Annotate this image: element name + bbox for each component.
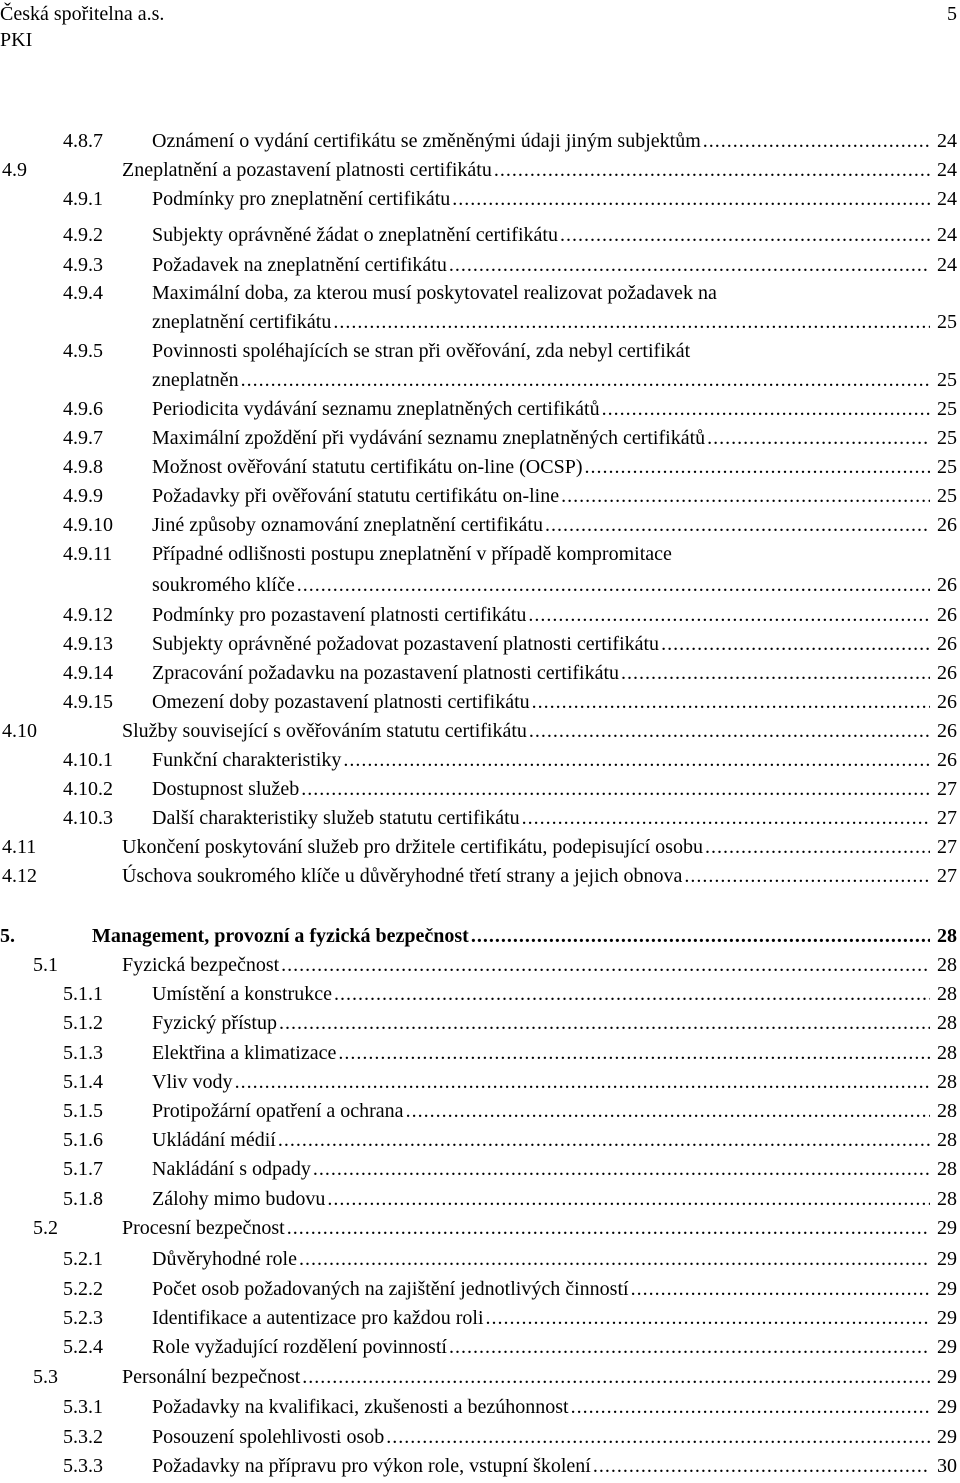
toc-entry-number: 4.10.3 [63, 807, 113, 829]
toc-entry-page: 24 [935, 156, 957, 185]
toc-entry-title: Jiné způsoby oznamování zneplatnění certifikátu . . . [152, 511, 930, 540]
toc-entry-title: Subjekty oprávněné žádat o zneplatnění certifikátu . . . [152, 221, 930, 250]
toc-entry-number: 5.2.2 [63, 1278, 103, 1300]
toc-entry[interactable] [0, 951, 960, 980]
toc-entry[interactable] [0, 1393, 960, 1422]
toc-entry-number: 4.9.8 [63, 456, 103, 478]
company-name: Česká spořitelna a.s. [0, 3, 165, 25]
toc-entry[interactable] [0, 424, 960, 453]
toc-entry-title: Požadavky při ověřování statutu certifikátu on-line . . . [152, 482, 930, 511]
toc-entry-continuation[interactable] [0, 308, 960, 337]
toc-entry-number: 4.9.11 [63, 543, 113, 565]
toc-entry-page: 28 [935, 980, 957, 1009]
toc-entry-title: Role vyžadující rozdělení povinností . . . [152, 1333, 930, 1362]
toc-entry[interactable] [0, 775, 960, 804]
toc-entry[interactable] [0, 746, 960, 775]
toc-entry-number: 4.12 [2, 865, 37, 887]
toc-entry-number: 5.1.4 [63, 1071, 103, 1093]
toc-entry-number: 5.2 [33, 1217, 58, 1239]
toc-entry-number: 5.1.2 [63, 1012, 103, 1034]
toc-entry-number: 4.9.10 [63, 514, 113, 536]
toc-entry-title: Maximální doba, za kterou musí poskytovatel realizovat požadavek na [152, 282, 717, 304]
toc-entry[interactable] [0, 279, 960, 308]
toc-entry-page: 26 [935, 571, 957, 600]
toc-entry-page: 28 [935, 1009, 957, 1038]
toc-entry-number: 4.9.4 [63, 282, 103, 304]
toc-entry-title: Procesní bezpečnost . . . [122, 1214, 930, 1243]
toc-entry-page: 26 [935, 511, 957, 540]
toc-entry-title: Počet osob požadovaných na zajištění jednotlivých činností . . . [152, 1275, 930, 1304]
toc-entry-number: 5.3.3 [63, 1455, 103, 1477]
toc-entry-number: 5. [0, 925, 15, 947]
toc-entry-page: 24 [935, 185, 957, 214]
toc-entry[interactable] [0, 1275, 960, 1304]
toc-entry-page: 28 [935, 1039, 957, 1068]
toc-entry[interactable] [0, 1363, 960, 1392]
toc-entry-continuation[interactable] [0, 366, 960, 395]
toc-entry[interactable] [0, 482, 960, 511]
toc-entry-page: 26 [935, 717, 957, 746]
toc-entry-number: 4.9.7 [63, 427, 103, 449]
toc-entry[interactable] [0, 156, 960, 185]
toc-entry-title: Vliv vody . . . [152, 1068, 930, 1097]
toc-entry-number: 5.1.1 [63, 983, 103, 1005]
toc-entry-title-continued: zneplatněn . . . [152, 366, 930, 395]
toc-entry-title: Úschova soukromého klíče u důvěryhodné třetí strany a jejich obnova . . . [122, 862, 930, 891]
toc-entry-page: 26 [935, 659, 957, 688]
toc-entry-number: 5.1.5 [63, 1100, 103, 1122]
toc-entry-title: Personální bezpečnost . . . [122, 1363, 930, 1392]
toc-entry-page: 27 [935, 804, 957, 833]
toc-entry-title: Požadavky na přípravu pro výkon role, vstupní školení . . . [152, 1452, 930, 1481]
toc-entry[interactable] [0, 221, 960, 250]
toc-entry-number: 4.9.9 [63, 485, 103, 507]
toc-entry[interactable] [0, 540, 960, 569]
toc-entry-number: 5.1 [33, 954, 58, 976]
toc-entry[interactable] [0, 1009, 960, 1038]
toc-chapter-entry[interactable] [0, 922, 960, 951]
toc-entry-title: Povinnosti spoléhajících se stran při ověřování, zda nebyl certifikát [152, 340, 691, 362]
toc-entry-title: Možnost ověřování statutu certifikátu on-line (OCSP) . . . [152, 453, 930, 482]
toc-entry-number: 4.10 [2, 720, 37, 742]
toc-entry[interactable] [0, 1423, 960, 1452]
toc-entry-number: 4.9.3 [63, 254, 103, 276]
toc-entry-page: 28 [935, 922, 957, 951]
toc-entry-number: 5.1.7 [63, 1158, 103, 1180]
toc-entry-page: 27 [935, 862, 957, 891]
toc-entry-page: 29 [935, 1245, 957, 1274]
toc-entry[interactable] [0, 1333, 960, 1362]
toc-entry-continuation[interactable] [0, 571, 960, 600]
toc-entry-page: 28 [935, 1155, 957, 1184]
toc-entry[interactable] [0, 630, 960, 659]
toc-entry-title-continued: zneplatnění certifikátu . . . [152, 308, 930, 337]
toc-entry-page: 29 [935, 1393, 957, 1422]
toc-entry[interactable] [0, 980, 960, 1009]
toc-entry[interactable] [0, 511, 960, 540]
toc-entry[interactable] [0, 453, 960, 482]
toc-entry-number: 4.9 [2, 159, 27, 181]
toc-entry-page: 26 [935, 601, 957, 630]
toc-entry-page: 29 [935, 1363, 957, 1392]
toc-entry-title: Oznámení o vydání certifikátu se změněnými údaji jiným subjektům . . . [152, 127, 930, 156]
toc-entry-title: Podmínky pro zneplatnění certifikátu . . . [152, 185, 930, 214]
toc-entry[interactable] [0, 337, 960, 366]
toc-entry-page: 25 [935, 482, 957, 511]
toc-entry-page: 25 [935, 366, 957, 395]
toc-entry-title: Ukončení poskytování služeb pro držitele certifikátu, podepisující osobu . . . [122, 833, 930, 862]
toc-entry-number: 5.2.1 [63, 1248, 103, 1270]
toc-entry-number: 5.2.3 [63, 1307, 103, 1329]
toc-entry-title: Elektřina a klimatizace . . . [152, 1039, 930, 1068]
toc-entry[interactable] [0, 601, 960, 630]
toc-entry-page: 28 [935, 1126, 957, 1155]
toc-entry-title: Nakládání s odpady . . . [152, 1155, 930, 1184]
toc-entry-page: 30 [935, 1452, 957, 1481]
toc-entry-number: 4.11 [2, 836, 37, 858]
toc-entry-page: 25 [935, 395, 957, 424]
toc-entry-page: 28 [935, 1068, 957, 1097]
toc-entry-title: Fyzický přístup . . . [152, 1009, 930, 1038]
toc-entry-number: 5.1.8 [63, 1188, 103, 1210]
toc-entry-title: Funkční charakteristiky . . . [152, 746, 930, 775]
toc-entry-title: Zneplatnění a pozastavení platnosti certifikátu . . . [122, 156, 930, 185]
toc-entry-title: Management, provozní a fyzická bezpečnost . . . [92, 922, 930, 951]
toc-entry-page: 29 [935, 1304, 957, 1333]
toc-entry-page: 27 [935, 833, 957, 862]
toc-entry[interactable] [0, 717, 960, 746]
toc-entry-title: Další charakteristiky služeb statutu certifikátu . . . [152, 804, 930, 833]
toc-entry-number: 4.10.2 [63, 778, 113, 800]
toc-entry-number: 5.3 [33, 1366, 58, 1388]
toc-entry-number: 5.1.3 [63, 1042, 103, 1064]
toc-entry-page: 24 [935, 251, 957, 280]
toc-entry-title: Maximální zpoždění při vydávání seznamu zneplatněných certifikátů . . . [152, 424, 930, 453]
toc-entry-title: Identifikace a autentizace pro každou roli . . . [152, 1304, 930, 1333]
toc-entry-title: Podmínky pro pozastavení platnosti certifikátu . . . [152, 601, 930, 630]
toc-entry-title: Periodicita vydávání seznamu zneplatněných certifikátů . . . [152, 395, 930, 424]
toc-entry-number: 5.2.4 [63, 1336, 103, 1358]
toc-entry-number: 5.1.6 [63, 1129, 103, 1151]
toc-entry-number: 4.9.13 [63, 633, 113, 655]
toc-entry-number: 4.9.6 [63, 398, 103, 420]
toc-entry[interactable] [0, 659, 960, 688]
toc-entry[interactable] [0, 1214, 960, 1243]
toc-entry-page: 26 [935, 688, 957, 717]
toc-entry[interactable] [0, 127, 960, 156]
toc-entry-title: Důvěryhodné role . . . [152, 1245, 930, 1274]
toc-entry[interactable] [0, 1126, 960, 1155]
toc-entry-page: 24 [935, 127, 957, 156]
toc-entry-page: 25 [935, 308, 957, 337]
toc-entry-page: 29 [935, 1333, 957, 1362]
toc-entry[interactable] [0, 185, 960, 214]
toc-entry-page: 29 [935, 1275, 957, 1304]
toc-entry-number: 4.9.12 [63, 604, 113, 626]
toc-entry[interactable] [0, 833, 960, 862]
toc-entry-title: Ukládání médií . . . [152, 1126, 930, 1155]
toc-entry[interactable] [0, 1039, 960, 1068]
toc-entry-number: 5.3.1 [63, 1396, 103, 1418]
toc-entry-page: 28 [935, 1185, 957, 1214]
toc-entry-title: Umístění a konstrukce . . . [152, 980, 930, 1009]
toc-entry[interactable] [0, 1155, 960, 1184]
toc-entry[interactable] [0, 1068, 960, 1097]
toc-entry-page: 25 [935, 453, 957, 482]
toc-entry[interactable] [0, 395, 960, 424]
toc-entry-title: Případné odlišnosti postupu zneplatnění v případě kompromitace [152, 543, 672, 565]
toc-entry[interactable] [0, 804, 960, 833]
toc-entry-title: Posouzení spolehlivosti osob . . . [152, 1423, 930, 1452]
toc-entry-page: 26 [935, 630, 957, 659]
toc-entry-page: 28 [935, 951, 957, 980]
toc-entry-page: 25 [935, 424, 957, 453]
toc-entry-title: Dostupnost služeb . . . [152, 775, 930, 804]
toc-entry-title: Požadavek na zneplatnění certifikátu . . . [152, 251, 930, 280]
toc-entry-number: 4.9.15 [63, 691, 113, 713]
toc-entry-title: Zpracování požadavku na pozastavení platnosti certifikátu . . . [152, 659, 930, 688]
toc-entry-title: Protipožární opatření a ochrana . . . [152, 1097, 930, 1126]
toc-entry[interactable] [0, 251, 960, 280]
toc-entry-page: 29 [935, 1214, 957, 1243]
toc-entry-page: 27 [935, 775, 957, 804]
toc-entry-title: Omezení doby pozastavení platnosti certifikátu . . . [152, 688, 930, 717]
toc-entry-number: 4.9.14 [63, 662, 113, 684]
toc-entry-title: Fyzická bezpečnost . . . [122, 951, 930, 980]
toc-entry-number: 4.9.1 [63, 188, 103, 210]
document-section: PKI [0, 29, 33, 51]
toc-entry[interactable] [0, 688, 960, 717]
toc-entry-number: 4.9.2 [63, 224, 103, 246]
toc-entry-title: Zálohy mimo budovu . . . [152, 1185, 930, 1214]
toc-entry-number: 4.8.7 [63, 130, 103, 152]
toc-entry-number: 5.3.2 [63, 1426, 103, 1448]
toc-entry-page: 29 [935, 1423, 957, 1452]
toc-entry-title: Služby související s ověřováním statutu certifikátu . . . [122, 717, 930, 746]
toc-entry-title: Subjekty oprávněné požadovat pozastavení platnosti certifikátu . . . [152, 630, 930, 659]
toc-entry[interactable] [0, 1097, 960, 1126]
toc-entry-title-continued: soukromého klíče . . . [152, 571, 930, 600]
toc-entry[interactable] [0, 1245, 960, 1274]
toc-entry[interactable] [0, 862, 960, 891]
toc-entry-number: 4.9.5 [63, 340, 103, 362]
toc-entry-page: 26 [935, 746, 957, 775]
toc-entry-page: 24 [935, 221, 957, 250]
toc-entry-number: 4.10.1 [63, 749, 113, 771]
toc-entry[interactable] [0, 1185, 960, 1214]
toc-entry[interactable] [0, 1452, 960, 1481]
toc-entry[interactable] [0, 1304, 960, 1333]
toc-entry-title: Požadavky na kvalifikaci, zkušenosti a bezúhonnost . . . [152, 1393, 930, 1422]
page-number: 5 [947, 3, 957, 25]
toc-entry-page: 28 [935, 1097, 957, 1126]
